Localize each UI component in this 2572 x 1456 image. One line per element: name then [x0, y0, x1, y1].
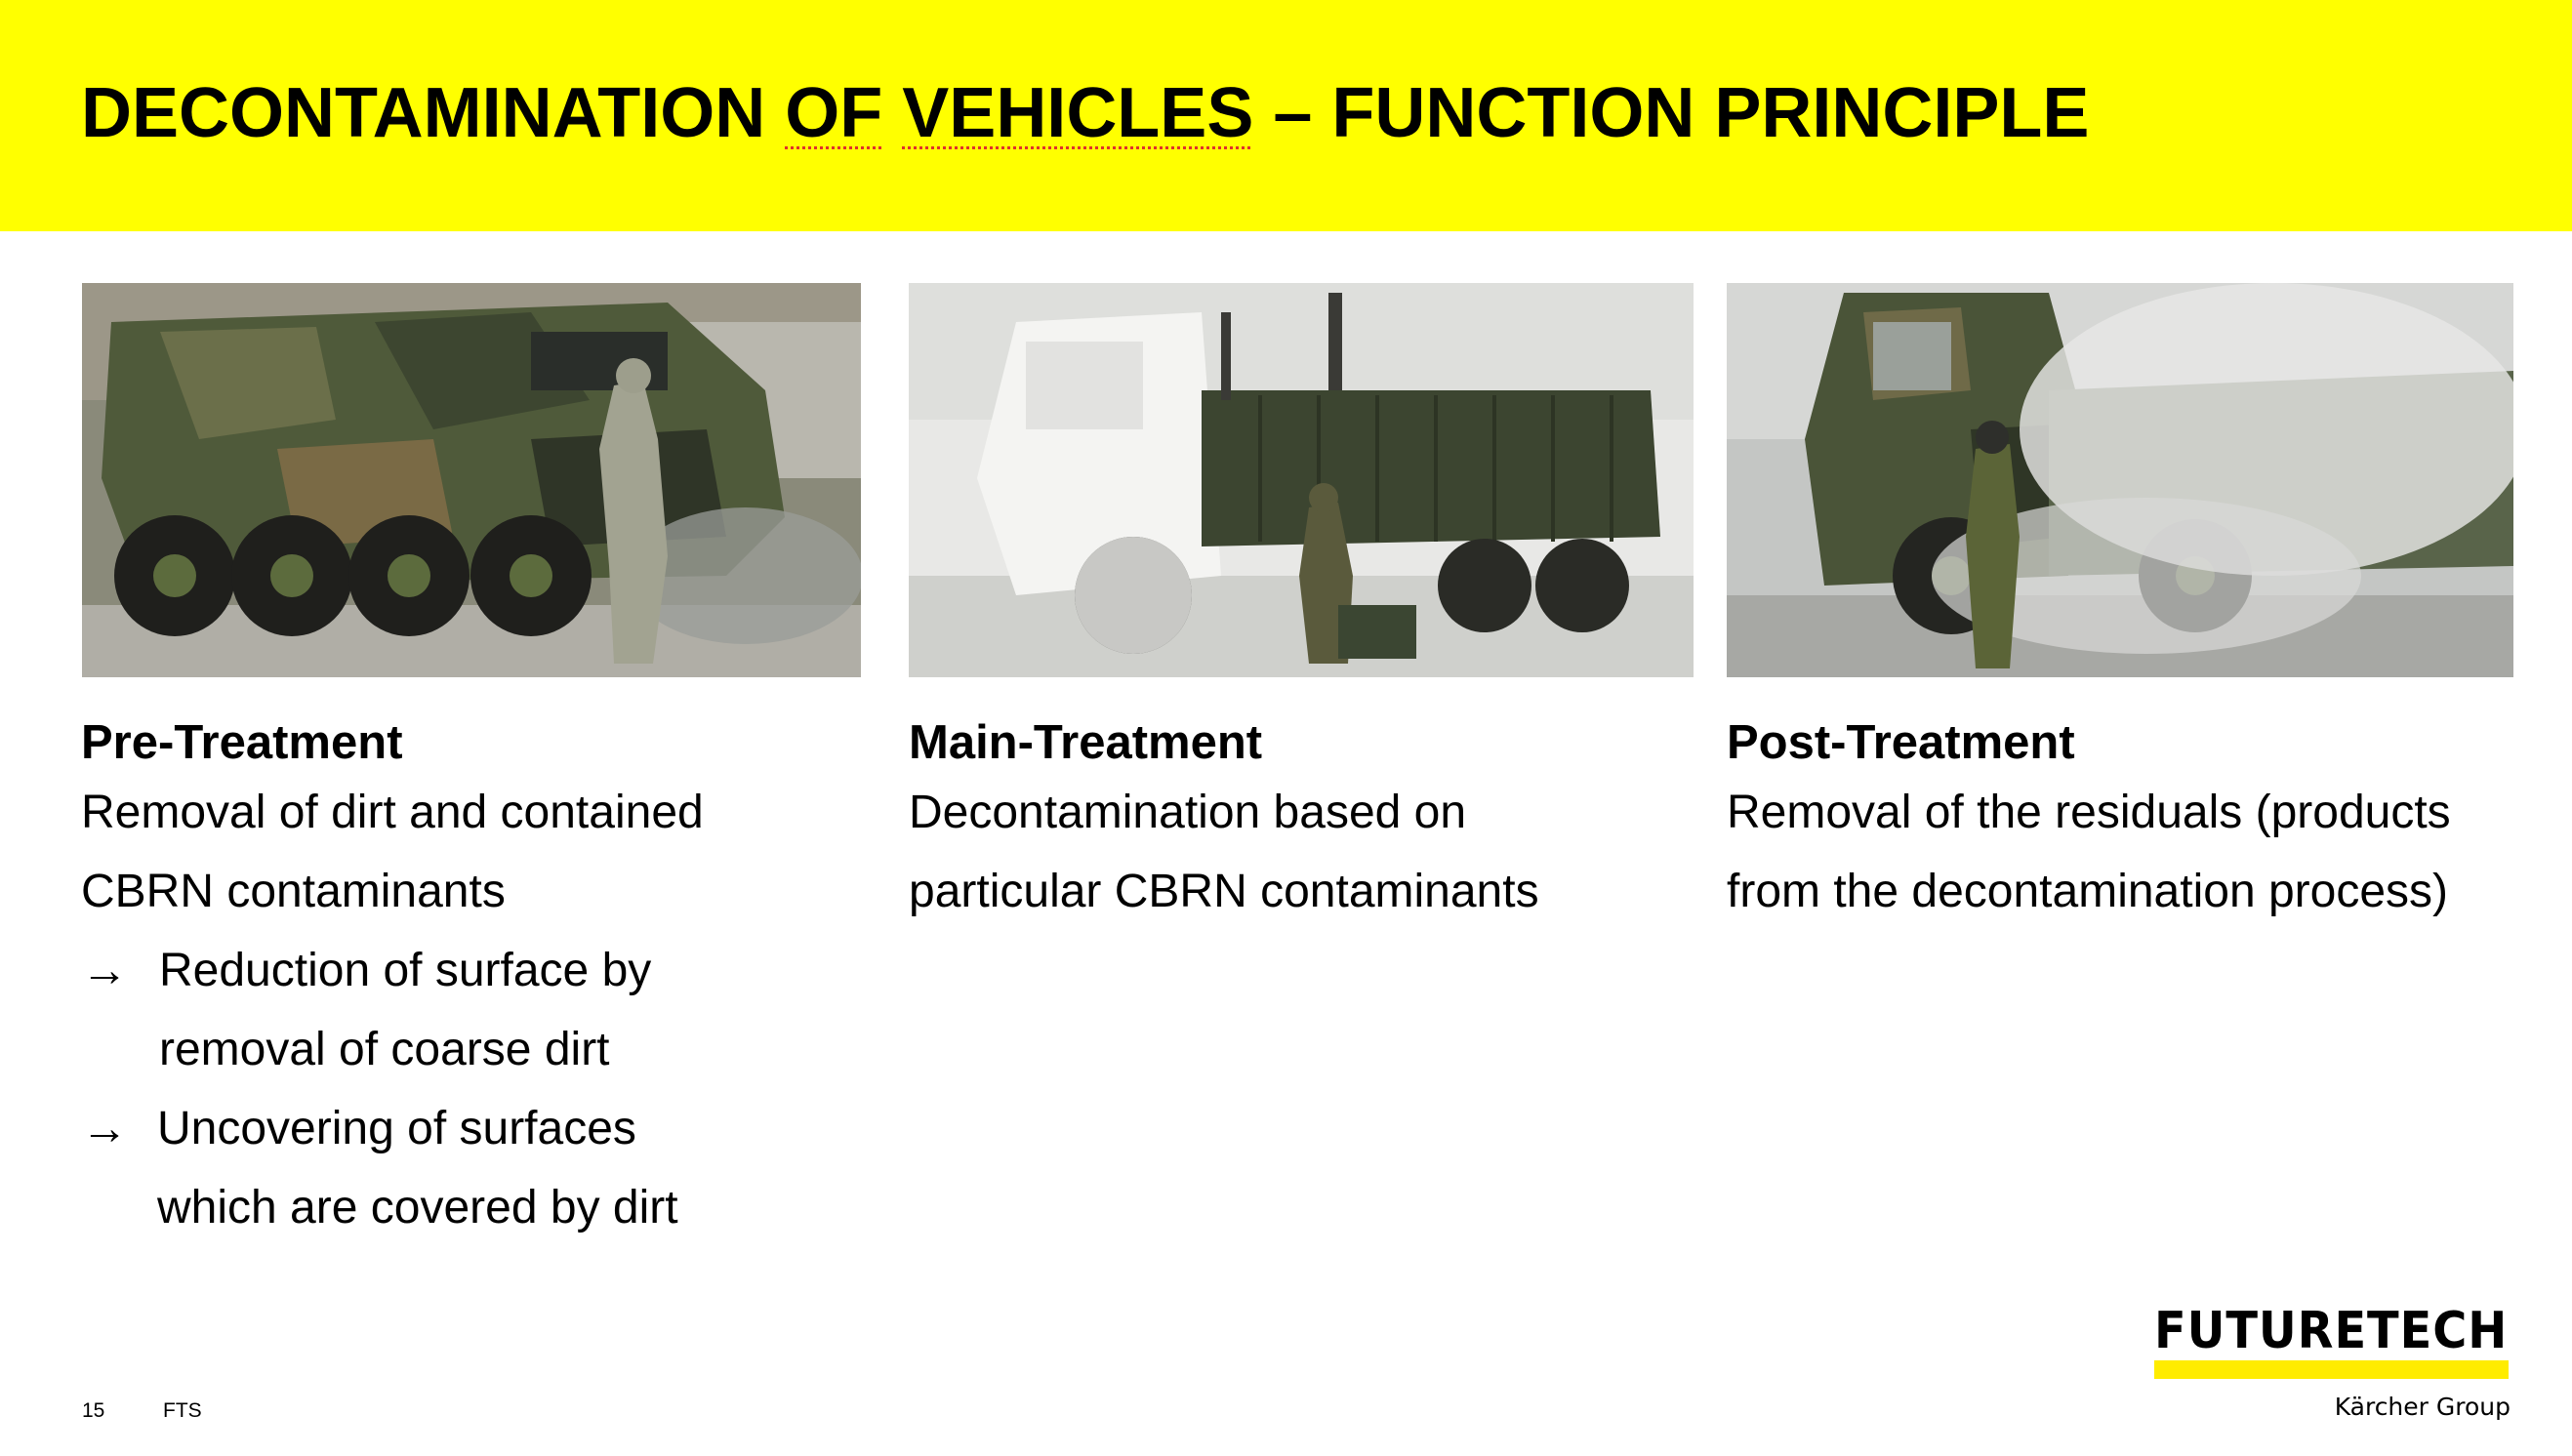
column-main-treatment [909, 712, 1709, 931]
bullet-text: Reduction of surface by removal of coarse dirt [159, 945, 652, 1075]
photo-main-treatment [909, 283, 1694, 677]
photo-pre-treatment [82, 283, 861, 677]
pre-treatment-body: Removal of dirt and contained CBRN contaminants [81, 787, 704, 917]
arrow-right-icon: → [81, 1103, 128, 1154]
bullet-item [81, 931, 706, 1089]
logo-subtitle: Kärcher Group [2334, 1393, 2511, 1421]
page-title: DECONTAMINATION OF VEHICLES – FUNCTION PRINCIPLE [81, 74, 2090, 152]
pre-treatment-heading: Pre-Treatment [81, 716, 403, 769]
arrow-right-icon: → [81, 945, 128, 996]
main-treatment-heading: Main-Treatment [909, 716, 1263, 769]
footer-code: FTS [163, 1399, 202, 1422]
bullet-text: Uncovering of surfaces which are covered by dirt [157, 1103, 678, 1234]
photo-post-treatment [1727, 283, 2513, 677]
header-band [0, 0, 2572, 231]
post-treatment-heading: Post-Treatment [1727, 716, 2075, 769]
futuretech-logo [2154, 1302, 2511, 1421]
bullet-item [81, 1089, 842, 1247]
logo-bar [2154, 1360, 2509, 1379]
column-pre-treatment [81, 712, 881, 1247]
column-post-treatment [1727, 712, 2527, 931]
logo-wordmark: FUTURETECH [2154, 1302, 2509, 1360]
main-treatment-body: Decontamination based on particular CBRN contaminants [909, 787, 1539, 917]
post-treatment-body: Removal of the residuals (products from the decontamination process) [1727, 787, 2451, 917]
page-number: 15 [82, 1399, 105, 1422]
